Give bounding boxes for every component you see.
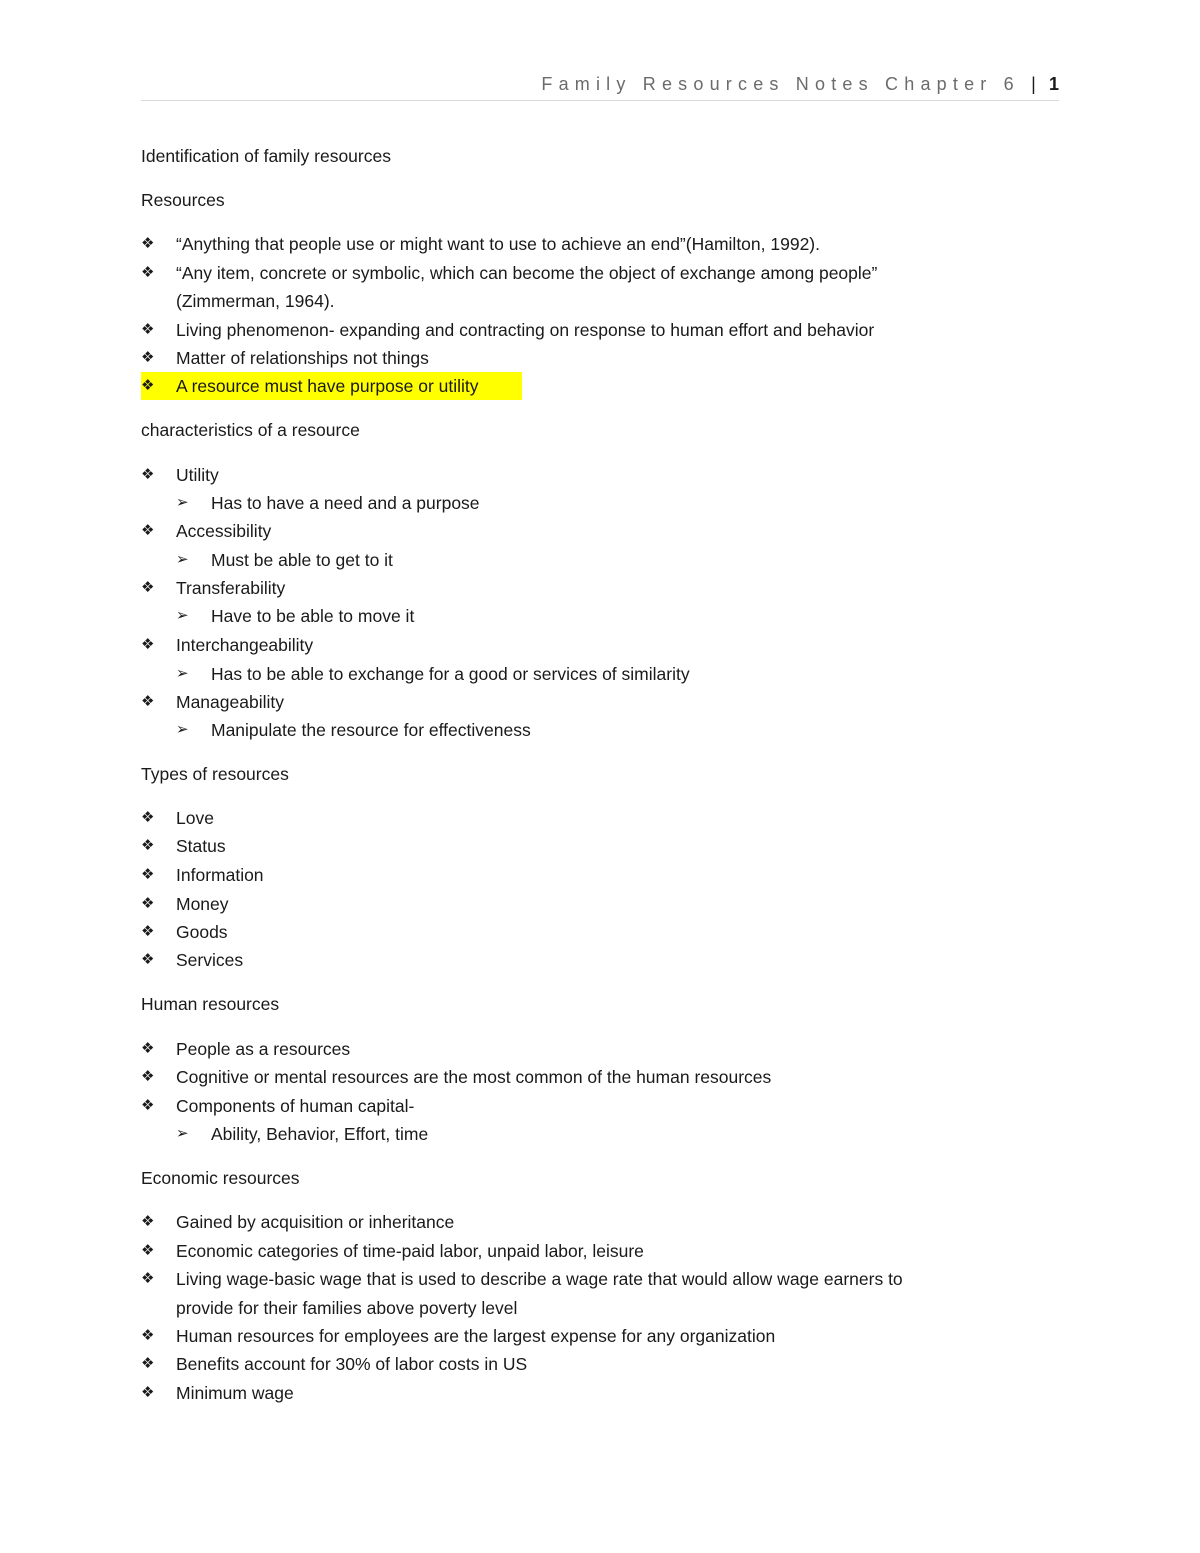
arrow-bullet-icon: ➢ [176, 665, 189, 682]
diamond-bullet-icon: ❖ [141, 349, 155, 366]
section-heading-characteristics: characteristics of a resource [141, 420, 360, 440]
list-item-text: Components of human capital- [176, 1096, 415, 1116]
list-item-text: People as a resources [176, 1039, 351, 1059]
list-item-text: Information [176, 865, 264, 885]
list-item-text: Minimum wage [176, 1383, 294, 1403]
list-item-text: Utility [176, 465, 219, 485]
diamond-bullet-icon: ❖ [141, 235, 155, 252]
header-text [541, 74, 1059, 95]
diamond-bullet-icon: ❖ [141, 837, 155, 854]
arrow-bullet-icon: ➢ [176, 551, 189, 568]
sub-list-item-text: Must be able to get to it [211, 550, 393, 570]
list-item-text: Services [176, 950, 244, 970]
diamond-bullet-icon: ❖ [141, 1213, 155, 1230]
header-title: Family Resources Notes Chapter 6 [541, 74, 1020, 94]
list-item-text: Cognitive or mental resources are the most common of the human resources [176, 1067, 772, 1087]
diamond-bullet-icon: ❖ [141, 1242, 155, 1259]
highlighted-list-item [141, 372, 522, 400]
list-item-text: “Any item, concrete or symbolic, which can become the object of exchange among people” [176, 263, 878, 283]
list-item-text: Status [176, 836, 226, 856]
diamond-bullet-icon: ❖ [141, 1040, 155, 1057]
list-item-text: Living phenomenon- expanding and contracting on response to human effort and behavior [176, 320, 875, 340]
sub-list-item-text: Ability, Behavior, Effort, time [211, 1124, 429, 1144]
section-heading-economic: Economic resources [141, 1168, 300, 1188]
arrow-bullet-icon: ➢ [176, 494, 189, 511]
list-item-text: Love [176, 808, 214, 828]
diamond-bullet-icon: ❖ [141, 466, 155, 483]
diamond-bullet-icon: ❖ [141, 1097, 155, 1114]
sub-list-item-text: Has to have a need and a purpose [211, 493, 480, 513]
header-separator: | [1031, 74, 1038, 94]
diamond-bullet-icon: ❖ [141, 264, 155, 281]
section-heading-human: Human resources [141, 994, 280, 1014]
diamond-bullet-icon: ❖ [141, 1384, 155, 1401]
list-item-text: Benefits account for 30% of labor costs in US [176, 1354, 528, 1374]
list-item-text: Human resources for employees are the largest expense for any organization [176, 1326, 776, 1346]
arrow-bullet-icon: ➢ [176, 607, 189, 624]
list-item-text: Living wage-basic wage that is used to describe a wage rate that would allow wage earners to [176, 1269, 903, 1289]
diamond-bullet-icon: ❖ [141, 579, 155, 596]
diamond-bullet-icon: ❖ [141, 1327, 155, 1344]
sub-list-item-text: Manipulate the resource for effectiveness [211, 720, 531, 740]
diamond-bullet-icon: ❖ [141, 923, 155, 940]
diamond-bullet-icon: ❖ [141, 951, 155, 968]
list-item-text: A resource must have purpose or utility [176, 376, 479, 396]
diamond-bullet-icon: ❖ [141, 895, 155, 912]
arrow-bullet-icon: ➢ [176, 1125, 189, 1142]
diamond-bullet-icon: ❖ [141, 1355, 155, 1372]
diamond-bullet-icon: ❖ [141, 1270, 155, 1287]
section-heading-identification: Identification of family resources [141, 146, 391, 166]
diamond-bullet-icon: ❖ [141, 321, 155, 338]
diamond-bullet-icon: ❖ [141, 377, 155, 394]
list-item-text: Matter of relationships not things [176, 348, 429, 368]
list-item-text: Transferability [176, 578, 286, 598]
diamond-bullet-icon: ❖ [141, 522, 155, 539]
diamond-bullet-icon: ❖ [141, 636, 155, 653]
page-header [141, 72, 1059, 101]
diamond-bullet-icon: ❖ [141, 693, 155, 710]
sub-list-item-text: Have to be able to move it [211, 606, 415, 626]
page-number: 1 [1048, 74, 1059, 94]
diamond-bullet-icon: ❖ [141, 809, 155, 826]
diamond-bullet-icon: ❖ [141, 1068, 155, 1085]
sub-list-item-text: Has to be able to exchange for a good or services of similarity [211, 664, 690, 684]
list-item-text: (Zimmerman, 1964). [176, 291, 335, 311]
section-heading-types: Types of resources [141, 764, 289, 784]
list-item-text: Gained by acquisition or inheritance [176, 1212, 455, 1232]
list-item-text: “Anything that people use or might want to use to achieve an end”(Hamilton, 1992). [176, 234, 820, 254]
list-item-text: Money [176, 894, 229, 914]
list-item-text: Interchangeability [176, 635, 314, 655]
arrow-bullet-icon: ➢ [176, 721, 189, 738]
list-item-text: Manageability [176, 692, 284, 712]
list-item-text: Accessibility [176, 521, 272, 541]
section-heading-resources: Resources [141, 190, 225, 210]
diamond-bullet-icon: ❖ [141, 866, 155, 883]
list-item-text: Economic categories of time-paid labor, unpaid labor, leisure [176, 1241, 644, 1261]
list-item-text: provide for their families above poverty level [176, 1298, 518, 1318]
list-item-text: Goods [176, 922, 228, 942]
